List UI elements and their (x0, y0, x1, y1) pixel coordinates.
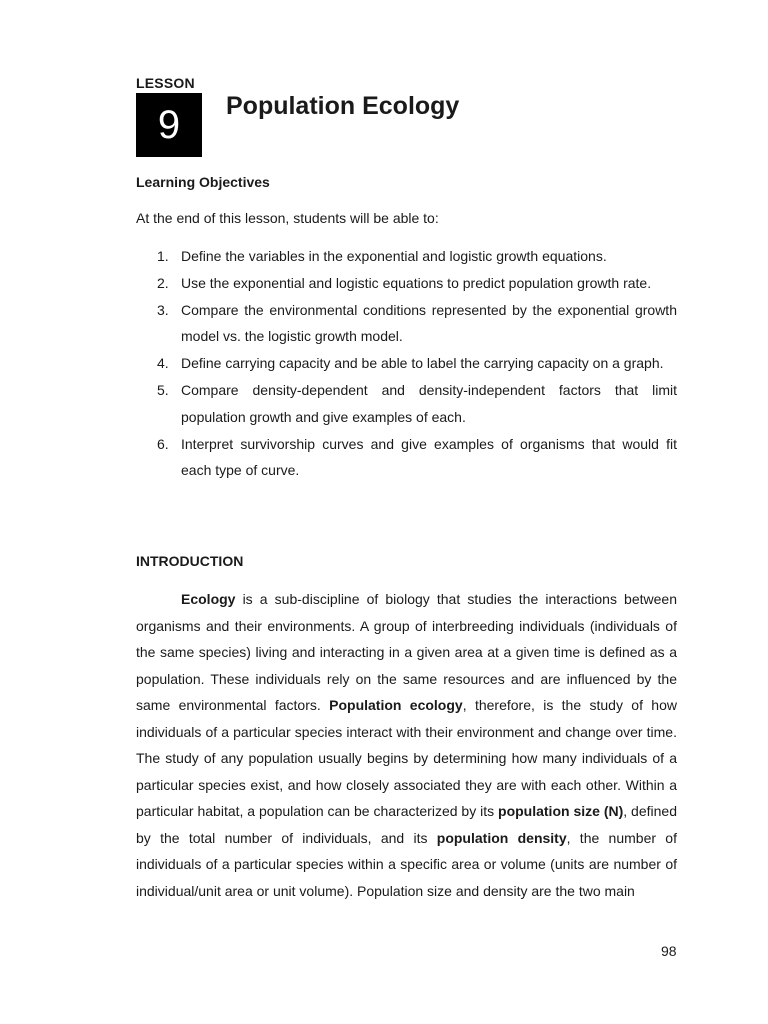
term-population-ecology: Population ecology (329, 697, 463, 713)
lesson-label: LESSON (136, 75, 195, 91)
objective-item (136, 350, 677, 377)
objective-number: 2. (157, 274, 169, 291)
objective-item (136, 270, 677, 297)
term-ecology: Ecology (181, 591, 236, 607)
paragraph-text: is a sub-discipline of biology that studies the interactions between organisms and their environments. A group of interbreeding individuals (individuals of the same species) living and interacting in a given area at a given time is defined as a population. These individuals rely on the same resources and are influenced by the same environmental factors. (136, 591, 677, 713)
objective-text: Use the exponential and logistic equations to predict population growth rate. (181, 274, 652, 291)
page-number: 98 (661, 943, 677, 959)
objective-number: 5. (157, 381, 169, 398)
objective-text: Compare the environmental conditions represented by the exponential growth model vs. the logistic growth model. (181, 301, 677, 345)
objective-number: 6. (157, 435, 169, 452)
objective-number: 4. (157, 355, 169, 372)
objective-item (136, 377, 677, 431)
objective-text: Define the variables in the exponential and logistic growth equations. (181, 248, 607, 264)
objective-item (136, 243, 677, 270)
lesson-number-badge: 9 (136, 93, 202, 157)
objective-number: 1. (157, 248, 169, 264)
objective-item (136, 297, 677, 351)
objectives-intro: At the end of this lesson, students will be able to: (136, 210, 439, 226)
introduction-heading: INTRODUCTION (136, 553, 244, 569)
objective-text: Define carrying capacity and be able to label the carrying capacity on a graph. (181, 355, 664, 372)
page-title: Population Ecology (226, 92, 460, 120)
objective-text: Interpret survivorship curves and give examples of organisms that would fit each type of curve. (181, 435, 677, 479)
paragraph-text: , the number of individuals of a particular species within a specific area or volume (units are number of individual/unit area or unit volume). Population size and density are the two main (136, 829, 677, 899)
paragraph-text: , therefore, is the study of how individuals of a particular species interact with their environment and change over time. The study of any population usually begins by determining how many individuals of a particular species exist, and how closely associated they are with each other. Within a particular habitat, a population can be characterized by its (136, 697, 677, 819)
paragraph-text: , defined by the total number of individuals, and its (136, 803, 677, 846)
term-population-size: population size (N) (498, 803, 624, 819)
objective-text: Compare density-dependent and density-independent factors that limit population growth and give examples of each. (181, 381, 677, 425)
objective-item (136, 431, 677, 485)
objective-number: 3. (157, 301, 169, 318)
objectives-list (136, 243, 677, 484)
introduction-paragraph (136, 586, 677, 904)
term-population-density: population density (436, 829, 567, 846)
learning-objectives-heading: Learning Objectives (136, 174, 270, 190)
